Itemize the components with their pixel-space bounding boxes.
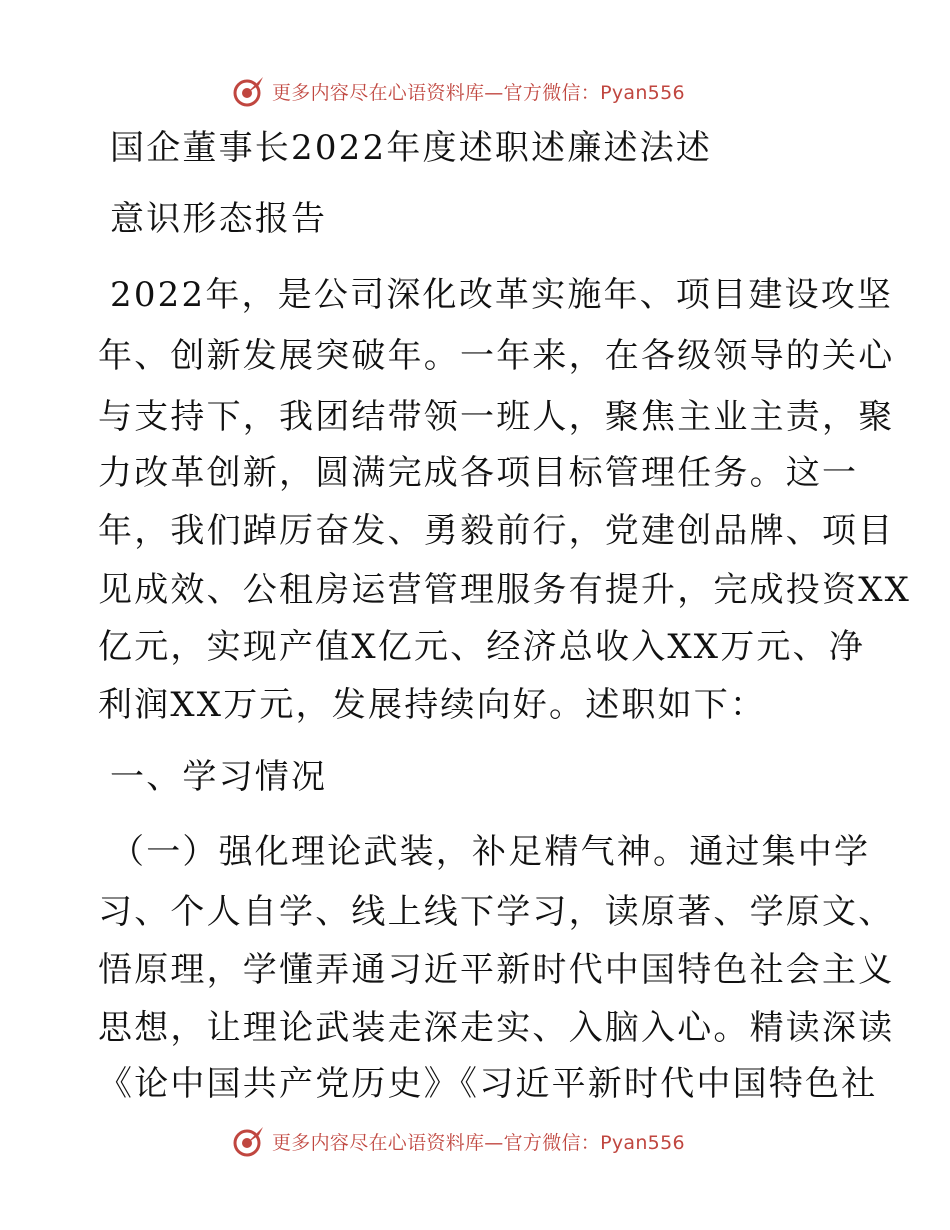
intro-line: 年、创新发展突破年。一年来，在各级领导的关心 — [98, 336, 895, 376]
document-title-line-2: 意识形态报告 — [110, 199, 328, 239]
intro-line: 亿元，实现产值X亿元、经济总收入XX万元、净 — [98, 627, 866, 667]
intro-line: 与支持下，我团结带领一班人，聚焦主业主责，聚 — [98, 397, 895, 437]
document-title-line-1: 国企董事长2022年度述职述廉述法述 — [110, 128, 713, 168]
watermark-text: 更多内容尽在心语资料库—官方微信：Pyan556 — [272, 1131, 685, 1154]
intro-line: 见成效、公租房运营管理服务有提升，完成投资XX — [98, 570, 912, 610]
watermark-header — [232, 74, 685, 108]
section-line: 思想，让理论武装走深走实、入脑入心。精读深读 — [98, 1008, 895, 1048]
intro-line: 年，我们踔厉奋发、勇毅前行，党建创品牌、项目 — [98, 511, 895, 551]
section-line: 悟原理，学懂弄通习近平新时代中国特色社会主义 — [98, 950, 895, 990]
watermark-footer — [232, 1124, 685, 1158]
intro-line: 力改革创新，圆满完成各项目标管理任务。这一 — [98, 453, 859, 493]
watermark-text: 更多内容尽在心语资料库—官方微信：Pyan556 — [272, 81, 685, 104]
section-line: 《论中国共产党历史》《习近平新时代中国特色社 — [98, 1064, 878, 1104]
quill-logo-icon — [232, 1124, 266, 1158]
quill-logo-icon — [232, 74, 266, 108]
section-line: （一）强化理论武装，补足精气神。通过集中学 — [110, 832, 871, 872]
intro-line: 利润XX万元，发展持续向好。述职如下： — [98, 685, 767, 725]
section-heading: 一、学习情况 — [110, 757, 328, 797]
intro-line: 2022年，是公司深化改革实施年、项目建设攻坚 — [110, 275, 894, 315]
section-line: 习、个人自学、线上线下学习，读原著、学原文、 — [98, 892, 895, 932]
